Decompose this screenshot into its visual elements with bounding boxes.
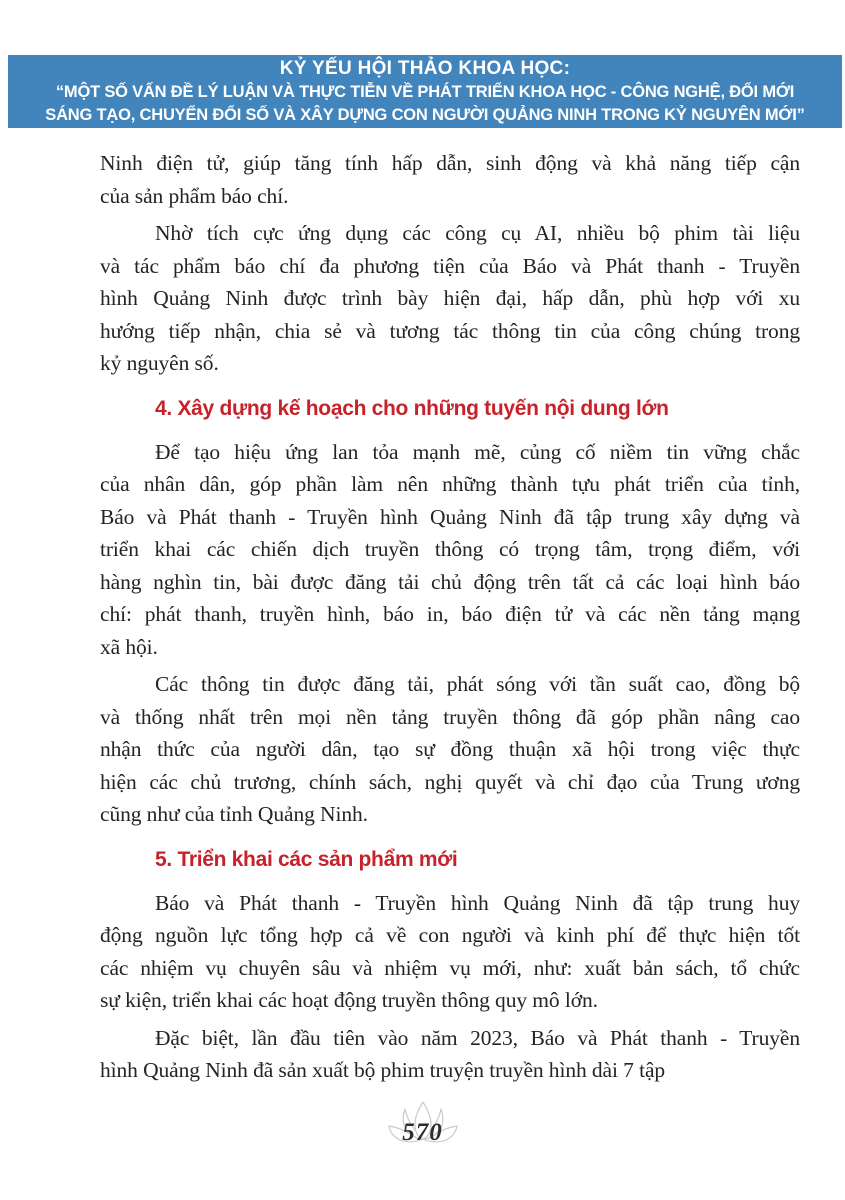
paragraph xyxy=(100,1022,800,1087)
paragraph-line: sự kiện, triển khai các hoạt động truyền thông quy mô lớn. xyxy=(100,988,598,1012)
paragraph xyxy=(100,436,800,664)
paragraph-line: của sản phẩm báo chí. xyxy=(100,183,289,208)
paragraph-line: triển khai các chiến dịch truyền thông có trọng tâm, trọng điểm, với xyxy=(100,537,800,561)
conference-subtitle-line2: SÁNG TẠO, CHUYỂN ĐỔI SỐ VÀ XÂY DỰNG CON NGƯỜI QUẢNG NINH TRONG KỶ NGUYÊN MỚI” xyxy=(45,105,805,124)
paragraph-line: Đặc biệt, lần đầu tiên vào năm 2023, Báo và Phát thanh - Truyền xyxy=(155,1025,800,1050)
paragraph-line: nhận thức của người dân, tạo sự đồng thuận xã hội trong việc thực xyxy=(100,737,800,761)
paragraph-line: hàng nghìn tin, bài được đăng tải chủ động trên tất cả các loại hình báo xyxy=(100,569,800,594)
page-body xyxy=(100,147,800,1092)
paragraph-line: Ninh điện tử, giúp tăng tính hấp dẫn, sinh động và khả năng tiếp cận xyxy=(100,151,800,175)
paragraph-line: hướng tiếp nhận, chia sẻ và tương tác thông tin của công chúng trong xyxy=(100,318,800,343)
paragraph-line: kỷ nguyên số. xyxy=(100,351,219,375)
conference-header-banner xyxy=(8,55,842,128)
paragraph-line: chí: phát thanh, truyền hình, báo in, báo điện tử và các nền tảng mạng xyxy=(100,602,800,626)
page-number: 570 xyxy=(402,1119,443,1146)
paragraph-line: Báo và Phát thanh - Truyền hình Quảng Ninh đã tập trung huy xyxy=(155,890,800,915)
paragraph-line: hình Quảng Ninh đã sản xuất bộ phim truyện truyền hình dài 7 tập xyxy=(100,1058,666,1082)
paragraph-line: động nguồn lực tổng hợp cả về con người và kinh phí để thực hiện tốt xyxy=(100,923,800,947)
paragraph-line: Để tạo hiệu ứng lan tỏa mạnh mẽ, củng cố niềm tin vững chắc xyxy=(155,439,800,464)
conference-title: KỶ YẾU HỘI THẢO KHOA HỌC: xyxy=(279,57,571,79)
paragraph-line: Báo và Phát thanh - Truyền hình Quảng Ninh đã tập trung xây dựng và xyxy=(100,504,800,529)
paragraph-line: xã hội. xyxy=(100,634,158,659)
paragraph-line: của nhân dân, góp phần làm nên những thành tựu phát triển của tỉnh, xyxy=(100,472,800,496)
paragraph-line: và thống nhất trên mọi nền tảng truyền thông đã góp phần nâng cao xyxy=(100,704,800,729)
paragraph-line: hiện các chủ trương, chính sách, nghị quyết và chỉ đạo của Trung ương xyxy=(100,769,800,794)
conference-subtitle-line1: “MỘT SỐ VẤN ĐỀ LÝ LUẬN VÀ THỰC TIỄN VỀ PHÁT TRIỂN KHOA HỌC - CÔNG NGHỆ, ĐỔI MỚI xyxy=(55,82,795,101)
section-heading: 4. Xây dựng kế hoạch cho những tuyến nội dung lớn xyxy=(155,396,669,420)
paragraph xyxy=(100,217,800,380)
paragraph-line: hình Quảng Ninh được trình bày hiện đại, hấp dẫn, phù hợp với xu xyxy=(100,286,800,310)
paragraph xyxy=(100,147,800,212)
paragraph xyxy=(100,887,800,1017)
paragraph-line: cũng như của tỉnh Quảng Ninh. xyxy=(100,802,368,826)
page-number-ornament xyxy=(385,1098,461,1150)
paragraph xyxy=(100,668,800,831)
paragraph-line: Các thông tin được đăng tải, phát sóng với tần suất cao, đồng bộ xyxy=(155,672,800,696)
page-footer xyxy=(0,1098,845,1150)
section-heading: 5. Triển khai các sản phẩm mới xyxy=(155,847,458,871)
paragraph-line: Nhờ tích cực ứng dụng các công cụ AI, nhiều bộ phim tài liệu xyxy=(155,221,800,245)
paragraph-line: và tác phẩm báo chí đa phương tiện của Báo và Phát thanh - Truyền xyxy=(100,253,800,278)
paragraph-line: các nhiệm vụ chuyên sâu và nhiệm vụ mới, như: xuất bản sách, tổ chức xyxy=(100,955,800,980)
